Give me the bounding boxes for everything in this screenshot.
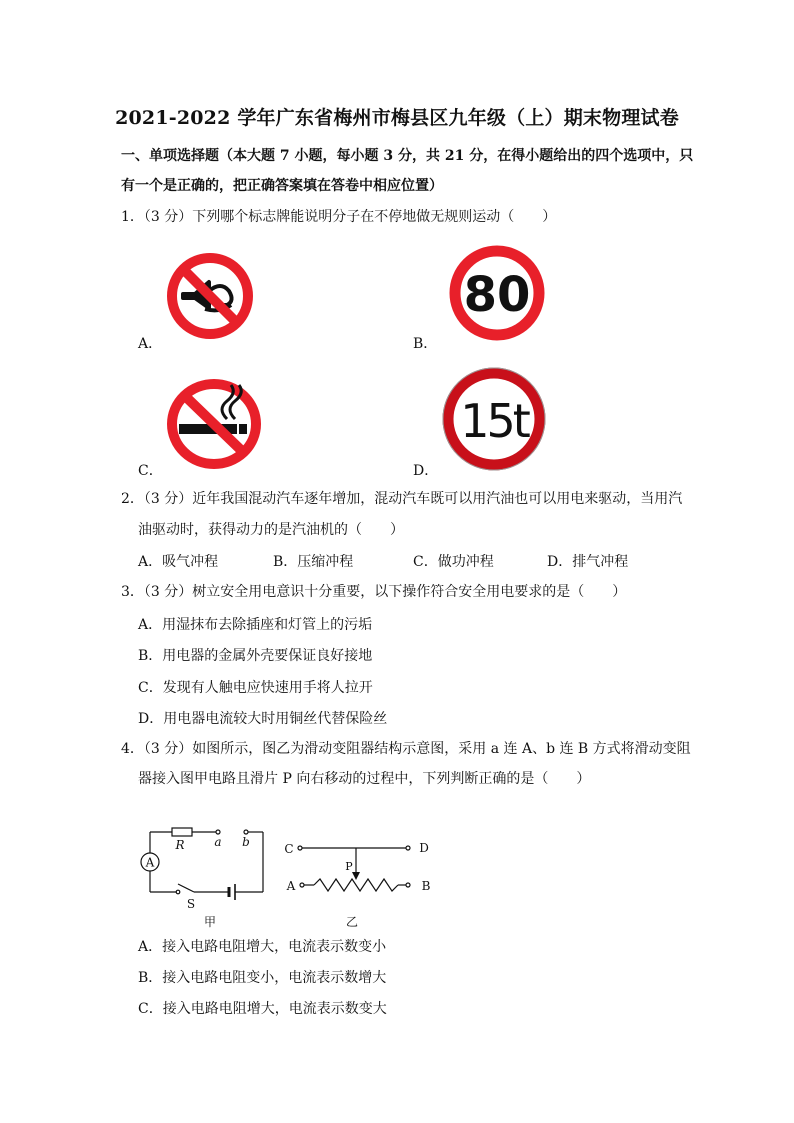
q3-option-d: D．用电器电流较大时用铜丝代替保险丝 xyxy=(138,711,388,727)
q3-stem: 3．（3 分）树立安全用电意识十分重要，以下操作符合安全用电要求的是（ ） xyxy=(121,584,627,600)
switch-label: S xyxy=(186,897,196,911)
terminal-b-label: b xyxy=(242,835,250,849)
slider-p-label: P xyxy=(345,860,353,873)
q1-option-a-label: A． xyxy=(138,336,163,352)
q2-option-a: A．吸气冲程 xyxy=(138,554,219,570)
rheostat-diagram-yi xyxy=(280,836,440,930)
q4-option-a: A．接入电路电阻增大，电流表示数变小 xyxy=(138,939,387,955)
q4-option-c: C．接入电路电阻增大，电流表示数变大 xyxy=(138,1001,387,1017)
terminal-a-label: a xyxy=(214,835,222,849)
section-header-line2: 有一个是正确的，把正确答案填在答卷中相应位置） xyxy=(121,178,443,194)
q2-stem-line1: 2．（3 分）近年我国混动汽车逐年增加，混动汽车既可以用汽油也可以用电来驱动，当用汽 xyxy=(121,491,683,507)
speed-limit-text: 80 xyxy=(463,267,531,323)
q1-option-d-label: D． xyxy=(413,463,439,479)
q3-option-a: A．用湿抹布去除插座和灯管上的污垢 xyxy=(138,617,373,633)
q1-stem: 1．（3 分）下列哪个标志牌能说明分子在不停地做无规则运动（ ） xyxy=(121,209,557,225)
terminal-A-label: A xyxy=(286,879,296,893)
q4-stem-line2: 器接入图甲电路且滑片 P 向右移动的过程中，下列判断正确的是（ ） xyxy=(138,771,591,787)
no-horn-icon xyxy=(165,251,255,341)
terminal-c-label: C xyxy=(284,842,294,856)
q4-option-b: B．接入电路电阻变小，电流表示数增大 xyxy=(138,970,387,986)
no-smoking-icon xyxy=(165,377,263,471)
q2-stem-line2: 油驱动时，获得动力的是汽油机的（ ） xyxy=(138,522,404,538)
section-header-line1: 一、单项选择题（本大题 7 小题，每小题 3 分，共 21 分，在得小题给出的四个选项中，只 xyxy=(121,148,694,164)
speed-limit-sign xyxy=(449,245,545,341)
weight-limit-sign xyxy=(441,366,547,472)
figure-yi-caption: 乙 xyxy=(345,915,359,929)
q3-option-c: C．发现有人触电应快速用手将人拉开 xyxy=(138,680,373,696)
page-title: 2021-2022 学年广东省梅州市梅县区九年级（上）期末物理试卷 xyxy=(115,107,679,129)
q1-option-c-label: C． xyxy=(138,463,163,479)
q2-option-c: C．做功冲程 xyxy=(413,554,494,570)
resistor-label: R xyxy=(175,838,185,852)
q3-option-b: B．用电器的金属外壳要保证良好接地 xyxy=(138,648,373,664)
terminal-d-label: D xyxy=(419,841,429,855)
circuit-diagram-jia xyxy=(130,822,275,930)
q2-option-d: D．排气冲程 xyxy=(547,554,629,570)
terminal-B-label: B xyxy=(421,879,431,893)
q1-option-b-label: B． xyxy=(413,336,438,352)
weight-limit-text: 15t xyxy=(460,394,528,448)
q4-stem-line1: 4．（3 分）如图所示，图乙为滑动变阻器结构示意图，采用 a 连 A、b 连 B 方式将滑动变阻 xyxy=(121,741,691,757)
q2-option-b: B．压缩冲程 xyxy=(273,554,354,570)
ammeter-label: A xyxy=(145,855,155,870)
figure-jia-caption: 甲 xyxy=(203,915,217,929)
